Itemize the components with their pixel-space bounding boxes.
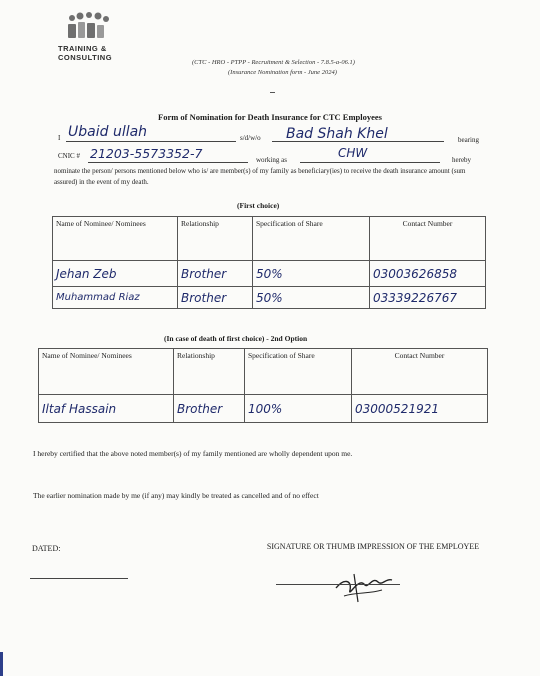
employee-signature	[330, 568, 400, 604]
header-contact: Contact Number	[370, 217, 486, 261]
nominee-relationship: Brother	[174, 395, 245, 423]
hereby-label: hereby	[452, 156, 472, 164]
reference-line-1: (CTC - HRO - PTPP - Recruitment & Selection - 7.8.5-a-06.1)	[192, 59, 355, 66]
second-option-caption: (In case of death of first choice) - 2nd Option	[164, 334, 308, 343]
page-edge-mark	[0, 652, 3, 676]
company-logo-text	[58, 44, 112, 62]
father-name-field: Bad Shah Khel	[286, 126, 388, 142]
header-contact: Contact Number	[352, 349, 488, 395]
signature-line	[276, 584, 400, 585]
form-title: Form of Nomination for Death Insurance for CTC Employees	[158, 112, 382, 122]
first-choice-table	[52, 216, 486, 309]
certification-text: I hereby certified that the above noted member(s) of my family mentioned are wholly dependent upon me.	[33, 449, 353, 458]
cnic-label: CNIC #	[58, 152, 80, 160]
father-name-underline	[272, 141, 444, 142]
nominee-name: Muhammad Riaz	[53, 287, 178, 309]
second-option-table	[38, 348, 488, 423]
dated-label: DATED:	[32, 544, 61, 553]
header-name: Name of Nominee/ Nominees	[39, 349, 174, 395]
designation-field: CHW	[338, 146, 368, 160]
nominee-share: 100%	[245, 395, 352, 423]
table-row	[39, 395, 488, 423]
table-row	[53, 287, 486, 309]
logo-line-1: TRAINING &	[58, 44, 107, 53]
nominee-contact: 03339226767	[370, 287, 486, 309]
table-header-row	[39, 349, 488, 395]
nominee-relationship: Brother	[178, 287, 253, 309]
nominee-name: Jehan Zeb	[53, 261, 178, 287]
table-header-row	[53, 217, 486, 261]
bearing-label: bearing	[458, 136, 479, 144]
signature-label: SIGNATURE OR THUMB IMPRESSION OF THE EMPLOYEE	[266, 542, 480, 551]
cancellation-text: The earlier nomination made by me (if any) may kindly be treated as cancelled and of no effect	[33, 491, 319, 500]
table-row	[53, 261, 486, 287]
logo-line-2: CONSULTING	[58, 53, 113, 62]
first-choice-caption: (First choice)	[237, 201, 280, 210]
nominee-relationship: Brother	[178, 261, 253, 287]
cnic-underline	[88, 162, 248, 163]
nominee-contact: 03000521921	[352, 395, 488, 423]
header-share: Specification of Share	[253, 217, 370, 261]
nominee-share: 50%	[253, 261, 370, 287]
header-relationship: Relationship	[174, 349, 245, 395]
working-label: working as	[256, 156, 287, 164]
date-line	[30, 578, 128, 579]
reference-line-2: (Insurance Nomination form - June 2024)	[228, 69, 337, 76]
nominee-name: Iltaf Hassain	[39, 395, 174, 423]
header-name: Name of Nominee/ Nominees	[53, 217, 178, 261]
company-logo-icon	[62, 10, 114, 44]
dash-mark	[270, 92, 275, 93]
designation-underline	[300, 162, 440, 163]
employee-name-field: Ubaid ullah	[68, 124, 148, 140]
form-reference	[192, 58, 355, 78]
relation-label: s/d/w/o	[240, 134, 261, 142]
name-underline	[66, 141, 236, 142]
header-share: Specification of Share	[245, 349, 352, 395]
declaration-text: nominate the person/ persons mentioned below who is/ are member(s) of my family as beneficiary(ies) to receive the death insurance amount (sum assured) in the event of my death.	[54, 167, 466, 186]
cnic-field: 21203-5573352-7	[90, 146, 203, 161]
nominee-share: 50%	[253, 287, 370, 309]
nominee-contact: 03003626858	[370, 261, 486, 287]
header-relationship: Relationship	[178, 217, 253, 261]
i-label: I	[58, 134, 61, 142]
